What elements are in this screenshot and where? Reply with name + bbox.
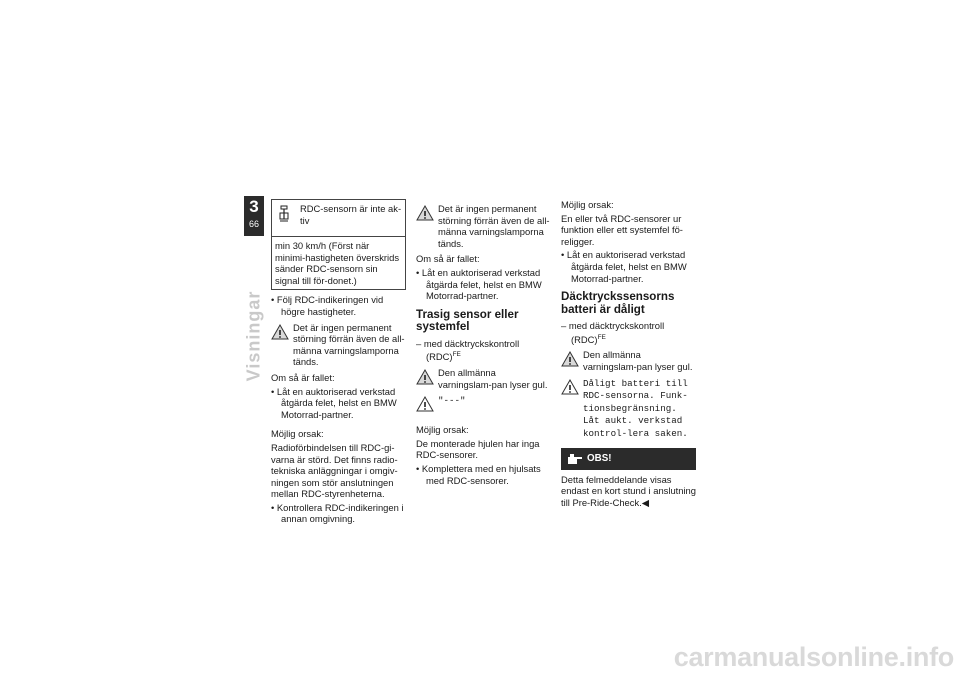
page-number: 66 [248,219,259,229]
bullet-item: • Låt en auktoriserad verkstad åtgärda felet, helst en BMW Motorrad-partner. [416,266,542,302]
if-so-text: Om så är fallet: [271,371,335,383]
section-heading: Trasig sensor eller systemfel [416,307,519,334]
possible-cause-label: Möjlig orsak: [271,428,324,440]
bullet-item: • Låt en auktoriserad verkstad åtgärda felet, helst en BMW Motorrad-partner. [271,385,397,420]
warning-triangle-icon [561,351,579,367]
warning-triangle-icon [561,379,579,395]
end-mark-icon: ◀ [641,496,649,508]
warning-note: Den allmänna varningslam-pan lyser gul. [561,349,696,372]
pointing-hand-icon [567,453,583,465]
column-2 [416,199,551,488]
possible-cause-text: Radioförbindelsen till RDC-gi-varna är störd. Det finns radio-tekniska anläggningar i omgiv-ningen som stör anslutningen mellan RDC-styrenheterna. [271,441,398,500]
warning-triangle-icon [271,324,289,340]
display-message: Dåligt batteri till RDC-sensorna. Funk-tionsbegränsning. Låt aukt. verkstad kontrol-lera saken. [561,377,696,440]
possible-cause-label: Möjlig orsak: [561,199,614,210]
possible-cause-text: De monterade hjulen har inga RDC-sensorer. [416,437,540,461]
warning-note: Det är ingen permanent störning förrän även de all-männa varningslamporna tänds. [271,322,406,368]
bullet-item: • Kontrollera RDC-indikeringen i annan omgivning. [271,501,404,525]
warning-triangle-icon [416,396,434,412]
chapter-tab [244,196,264,236]
warning-note: Den allmänna varningslam-pan lyser gul. [416,367,551,390]
obs-label: OBS! [587,452,612,464]
warning-note: Det är ingen permanent störning förrän även de all-männa varningslamporna tänds. [416,203,551,249]
rdc-info-box [271,199,406,290]
rdc-info-header: RDC-sensorn är inte ak-tiv [300,203,402,226]
dash-item: – med däcktryckskontroll (RDC)$^{FE}$ [416,337,520,363]
watermark: carmanualsonline.info [673,642,954,672]
dash-item: – med däcktryckskontroll (RDC)$^{FE}$ [561,320,665,345]
column-3 [561,199,696,510]
display-message: "---" [416,394,551,416]
chapter-number: 3 [249,197,259,216]
chapter-side-title: Visningar [243,290,264,382]
obs-text: Detta felmeddelande visas endast en kort stund i anslutning till Pre-Ride-Check.◀ [561,473,696,508]
warning-triangle-icon [416,205,434,221]
warning-triangle-icon [416,369,434,385]
if-so-text: Om så är fallet: [416,253,480,265]
possible-cause-text: En eller två RDC-sensorer ur funktion eller ett systemfel fö-religger. [561,212,683,247]
possible-cause-label: Möjlig orsak: [416,424,469,436]
section-heading: Däcktryckssensorns batteri är dåligt [561,290,675,316]
bullet-item: • Komplettera med en hjulsats med RDC-sensorer. [416,463,541,486]
bullet-item: • Följ RDC-indikeringen vid högre hastigheter. [271,294,384,317]
bullet-item: • Låt en auktoriserad verkstad åtgärda felet, helst en BMW Motorrad-partner. [561,249,687,284]
rdc-info-body: min 30 km/h (Först när minimi-hastigheten överskrids sänder RDC-sensorn sin signal till för-donet.) [275,240,400,286]
rdc-sensor-icon [278,205,290,223]
obs-notice-header [561,448,696,470]
column-1 [271,199,406,527]
